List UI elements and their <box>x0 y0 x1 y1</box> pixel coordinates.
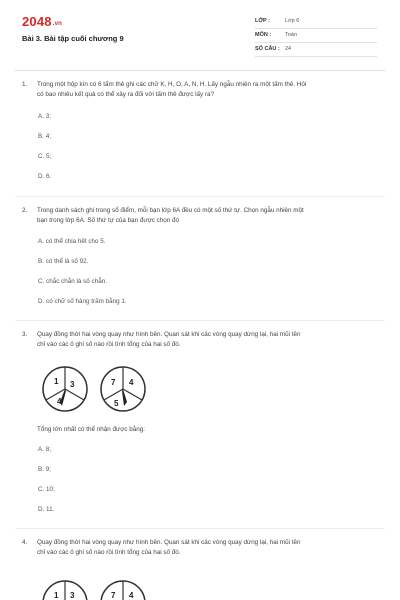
option-c[interactable]: C. chắc chắn là số chẵn. <box>38 278 107 285</box>
option-d[interactable]: D. 6. <box>38 173 52 180</box>
option-d[interactable]: D. 11. <box>38 506 55 513</box>
wheel-label: 1 <box>54 377 59 386</box>
question-divider <box>15 320 385 321</box>
meta-value: Lớp 6 <box>285 18 300 24</box>
question-stem-line: chỉ vào các ô ghi số nào rồi tính tổng của hai số đó. <box>37 341 181 348</box>
option-a[interactable]: A. 3; <box>38 113 51 120</box>
meta-value: 24 <box>285 46 292 52</box>
header-divider <box>15 70 385 71</box>
meta-key: SỐ CÂU : <box>255 46 280 52</box>
worksheet-title: Bài 3. Bài tập cuối chương 9 <box>22 34 124 43</box>
option-d[interactable]: D. có chữ số hàng trăm bằng 1. <box>38 298 127 305</box>
site-logo[interactable] <box>22 14 62 29</box>
question-number: 3. <box>22 331 28 338</box>
option-a[interactable]: A. 8; <box>38 446 51 453</box>
spinner-wheel-3 <box>40 578 90 600</box>
question-stem-line: Trong một hộp kín có 6 tấm thẻ ghi các chữ K, H, O, A, N, H. Lấy ngẫu nhiên ra một tấm thẻ. Hỏi <box>37 81 307 88</box>
spinner-wheel-4 <box>98 578 148 600</box>
question-stem-line: có bao nhiêu kết quả có thể xảy ra đối với tấm thẻ được lấy ra? <box>37 91 214 98</box>
option-c[interactable]: C. 10; <box>38 486 55 493</box>
question-2 <box>22 206 382 226</box>
meta-value: Toán <box>285 32 297 38</box>
option-b[interactable]: B. 9; <box>38 466 51 473</box>
question-4 <box>22 538 382 558</box>
question-number: 1. <box>22 81 28 88</box>
meta-key: MÔN : <box>255 32 272 38</box>
question-divider <box>15 528 385 529</box>
option-c[interactable]: C. 5; <box>38 153 52 160</box>
wheel-label: 4 <box>57 397 62 406</box>
option-b[interactable]: B. có thể là số 92. <box>38 258 89 265</box>
wheel-label: 7 <box>111 378 116 387</box>
wheel-label: 4 <box>129 378 134 387</box>
meta-subject <box>255 30 377 43</box>
question-number: 2. <box>22 207 28 214</box>
question-stem-line: Quay đồng thời hai vòng quay như hình bên. Quan sát khi các vòng quay dừng lại, hai mũi tên <box>37 539 301 546</box>
wheel-label: 1 <box>54 591 59 600</box>
meta-count <box>255 44 377 57</box>
question-number: 4. <box>22 539 28 546</box>
wheel-label: 4 <box>129 591 134 600</box>
option-a[interactable]: A. có thể chia hết cho 5. <box>38 238 106 245</box>
spinner-wheel-1 <box>40 364 90 414</box>
meta-class <box>255 16 377 29</box>
question-3 <box>22 330 382 350</box>
question-1 <box>22 80 382 100</box>
meta-key: LỚP : <box>255 18 270 24</box>
question-divider <box>15 196 385 197</box>
question-stem-line: Trong danh sách ghi trong sổ điểm, mỗi bạn lớp 6A đều có một số thứ tự. Chọn ngẫu nhiên một <box>37 207 304 214</box>
wheel-label: 3 <box>70 591 75 600</box>
wheel-label: 5 <box>114 399 119 408</box>
wheel-label: 7 <box>111 591 116 600</box>
question-stem-line: Quay đồng thời hai vòng quay như hình bên. Quan sát khi các vòng quay dừng lại, hai mũi tên <box>37 331 301 338</box>
question-stem-line: chỉ vào các ô ghi số nào rồi tính tổng của hai số đó. <box>37 549 181 556</box>
logo-text: 2048 <box>22 14 52 29</box>
spinner-wheel-2 <box>98 364 148 414</box>
wheel-label: 3 <box>70 380 75 389</box>
option-b[interactable]: B. 4; <box>38 133 51 140</box>
question-3-subprompt: Tổng lớn nhất có thể nhận được bằng: <box>37 426 146 433</box>
question-stem-line: bạn trong lớp 6A. Số thứ tự của bạn được chọn đó <box>37 217 180 224</box>
logo-suffix: .vn <box>52 21 63 27</box>
